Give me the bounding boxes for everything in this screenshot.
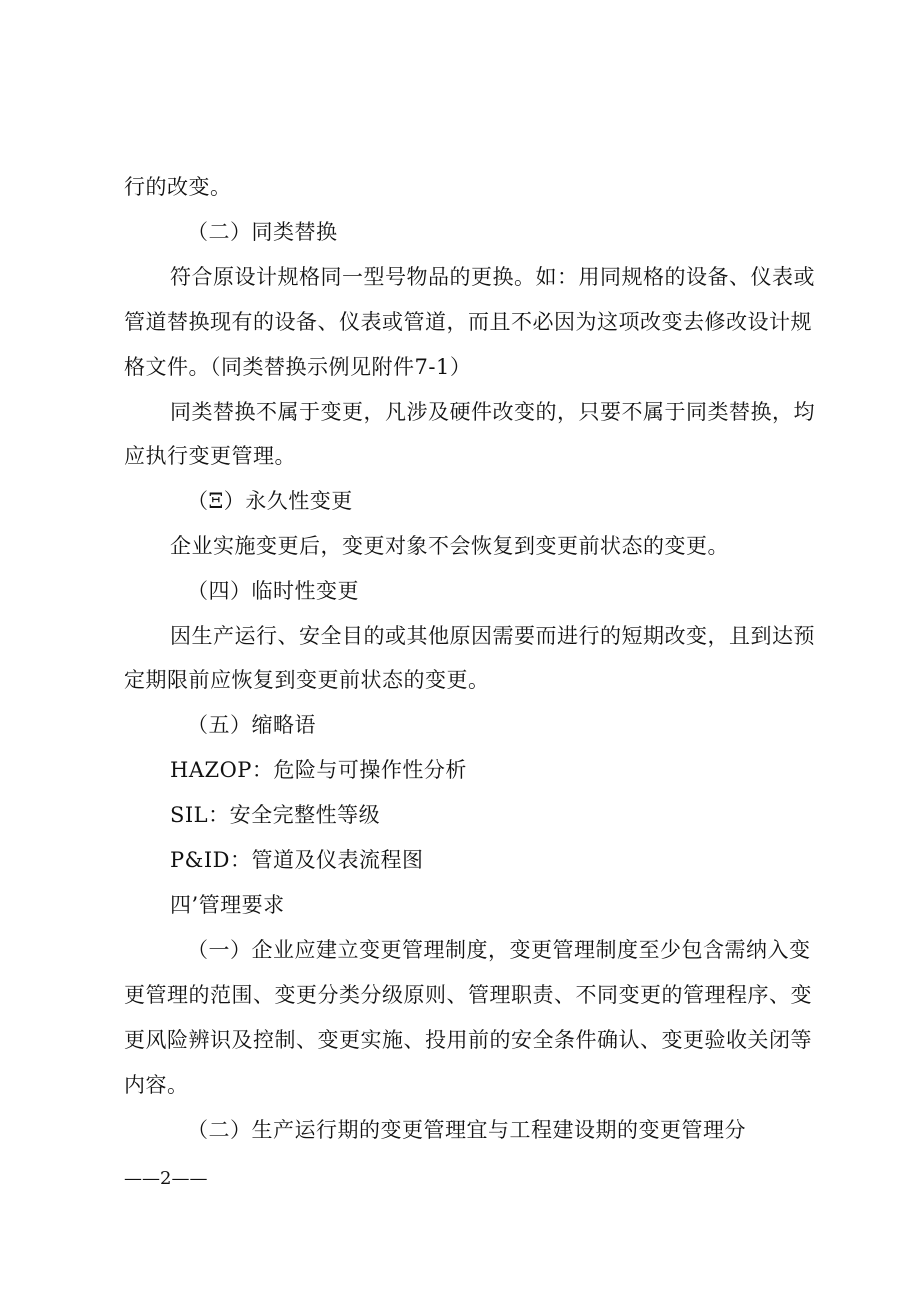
- abbreviation-line: HAZOP：危险与可操作性分析: [170, 758, 467, 782]
- paragraph-line: 格文件。（同类替换示例见附件7-1）: [124, 355, 472, 379]
- paragraph-line: 管道替换现有的设备、仪表或管道，而且不必因为这项改变去修改设计规: [124, 310, 812, 334]
- paragraph-line: 同类替换不属于变更，凡涉及硬件改变的，只要不属于同类替换，均: [170, 400, 815, 424]
- section-heading: 四’管理要求: [170, 893, 285, 917]
- paragraph-line: 企业实施变更后，变更对象不会恢复到变更前状态的变更。: [170, 534, 729, 558]
- paragraph-line: 行的改变。: [124, 175, 232, 199]
- abbreviation-line: P&ID：管道及仪表流程图: [170, 848, 424, 872]
- paragraph-line: 定期限前应恢复到变更前状态的变更。: [124, 668, 490, 692]
- abbreviation-line: SIL：安全完整性等级: [170, 803, 381, 827]
- paragraph-line: （一）企业应建立变更管理制度，变更管理制度至少包含需纳入变: [187, 938, 811, 962]
- page-number: ——2——: [124, 1168, 208, 1189]
- paragraph-line: 更管理的范围、变更分类分级原则、管理职责、不同变更的管理程序、变: [124, 983, 812, 1007]
- paragraph-line: （二）生产运行期的变更管理宜与工程建设期的变更管理分: [187, 1118, 746, 1142]
- paragraph-line: 内容。: [124, 1073, 189, 1097]
- paragraph-line: 更风险辨识及控制、变更实施、投用前的安全条件确认、变更验收关闭等: [124, 1028, 812, 1052]
- section-heading: （五）缩略语: [187, 713, 316, 737]
- paragraph-line: 因生产运行、安全目的或其他原因需要而进行的短期改变，且到达预: [170, 624, 815, 648]
- paragraph-line: 应执行变更管理。: [124, 444, 296, 468]
- section-heading: （Ξ）永久性变更: [187, 489, 353, 513]
- paragraph-line: 符合原设计规格同一型号物品的更换。如：用同规格的设备、仪表或: [170, 265, 815, 289]
- section-heading: （四）临时性变更: [187, 579, 359, 603]
- section-heading: （二）同类替换: [187, 220, 338, 244]
